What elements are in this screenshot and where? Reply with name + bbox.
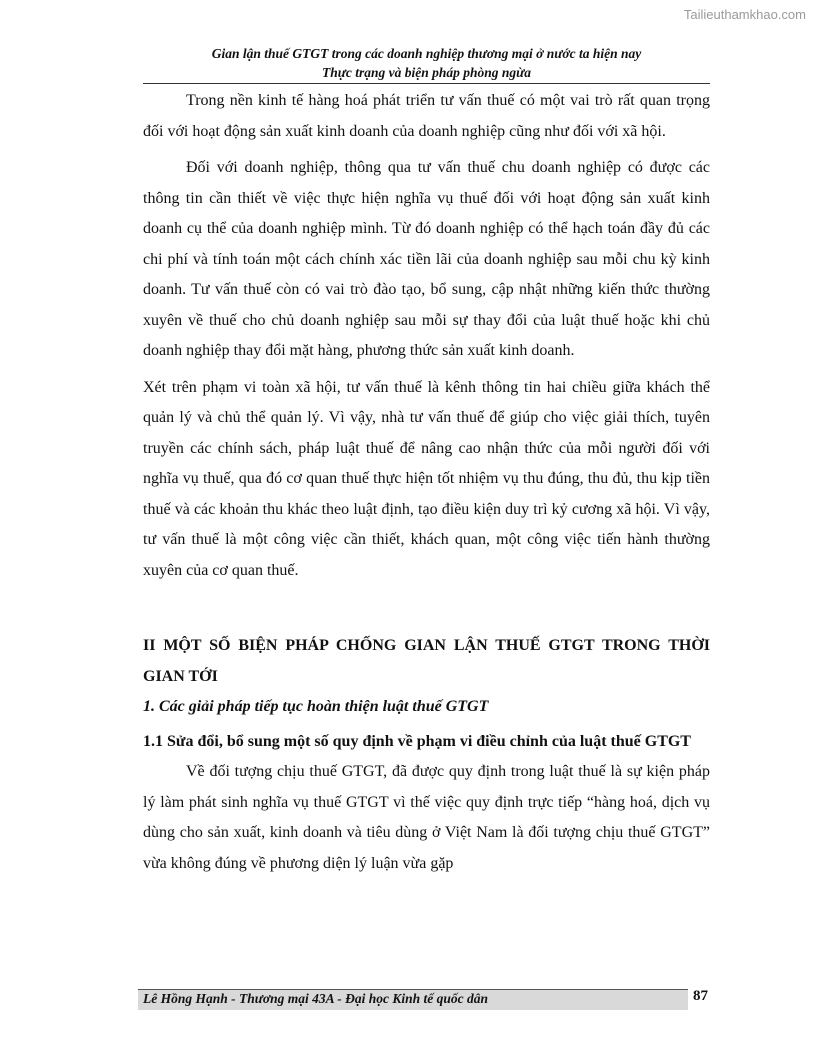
subsection-heading: 1. Các giải pháp tiếp tục hoàn thiện luật thuế GTGT xyxy=(143,698,489,715)
paragraph-for-society: Xét trên phạm vi toàn xã hội, tư vấn thuế là kênh thông tin hai chiều giữa khách thể quản lý và chủ thể quản lý. Vì vậy, nhà tư vấn thuế để giúp cho việc giải thích, tuyên truyền các chính sách, pháp luật thuế để nâng cao nhận thức của mỗi người đối với nghĩa vụ thuế, qua đó cơ quan thuế thực hiện tốt nhiệm vụ thu đúng, thu đủ, thu kịp tiền thuế và các khoản thu khác theo luật định, tạo điều kiện duy trì kỷ cương xã hội. Vì vậy, tư vấn thuế là một công việc cần thiết, khách quan, một công việc tiến hành thường xuyên của cơ quan thuế. xyxy=(143,378,710,579)
section-heading: II MỘT SỐ BIỆN PHÁP CHỐNG GIAN LẬN THUẾ GTGT TRONG THỜI GIAN TỚI xyxy=(143,637,710,685)
header-title: Gian lận thuế GTGT trong các doanh nghiệp thương mại ở nước ta hiện nay xyxy=(211,46,642,61)
watermark: Tailieuthamkhao.com xyxy=(683,7,806,22)
page-number: 87 xyxy=(693,988,708,1004)
paragraph-role-of-tax-consulting: Trong nền kinh tế hàng hoá phát triển tư vấn thuế có một vai trò rất quan trọng đối với hoạt động sản xuất kinh doanh của doanh nghiệp cũng như đối với xã hội. xyxy=(143,92,710,140)
footer-author: Lê Hồng Hạnh - Thương mại 43A - Đại học Kinh tế quốc dân xyxy=(143,991,489,1006)
subsubsection-heading: 1.1 Sửa đổi, bổ sung một số quy định về phạm vi điều chỉnh của luật thuế GTGT xyxy=(143,732,691,750)
running-header xyxy=(143,44,710,84)
header-subtitle: Thực trạng và biện pháp phòng ngừa xyxy=(322,65,531,80)
paragraph-taxable-objects: Về đối tượng chịu thuế GTGT, đã được quy định trong luật thuế là sự kiện pháp lý làm phát sinh nghĩa vụ thuế GTGT vì thế việc quy định trực tiếp “hàng hoá, dịch vụ dùng cho sản xuất, kinh doanh và tiêu dùng ở Việt Nam là đối tượng chịu thuế GTGT” vừa không đúng về phương diện lý luận vừa gặp xyxy=(143,763,710,872)
document-body xyxy=(143,86,710,879)
paragraph-for-enterprises: Đối với doanh nghiệp, thông qua tư vấn thuế chu doanh nghiệp có được các thông tin cần thiết về việc thực hiện nghĩa vụ thuế đối với hoạt động sản xuất kinh doanh cụ thể của doanh nghiệp mình. Từ đó doanh nghiệp có thể hạch toán đầy đủ các chi phí và tính toán một cách chính xác tiền lãi của doanh nghiệp sau mỗi chu kỳ kinh doanh. Tư vấn thuế còn có vai trò đào tạo, bổ sung, cập nhật những kiến thức thường xuyên về thuế cho chủ doanh nghiệp sau mỗi sự thay đổi của luật thuế hoặc khi chủ doanh nghiệp thay đổi mặt hàng, phương thức sản xuất kinh doanh. xyxy=(143,159,710,359)
